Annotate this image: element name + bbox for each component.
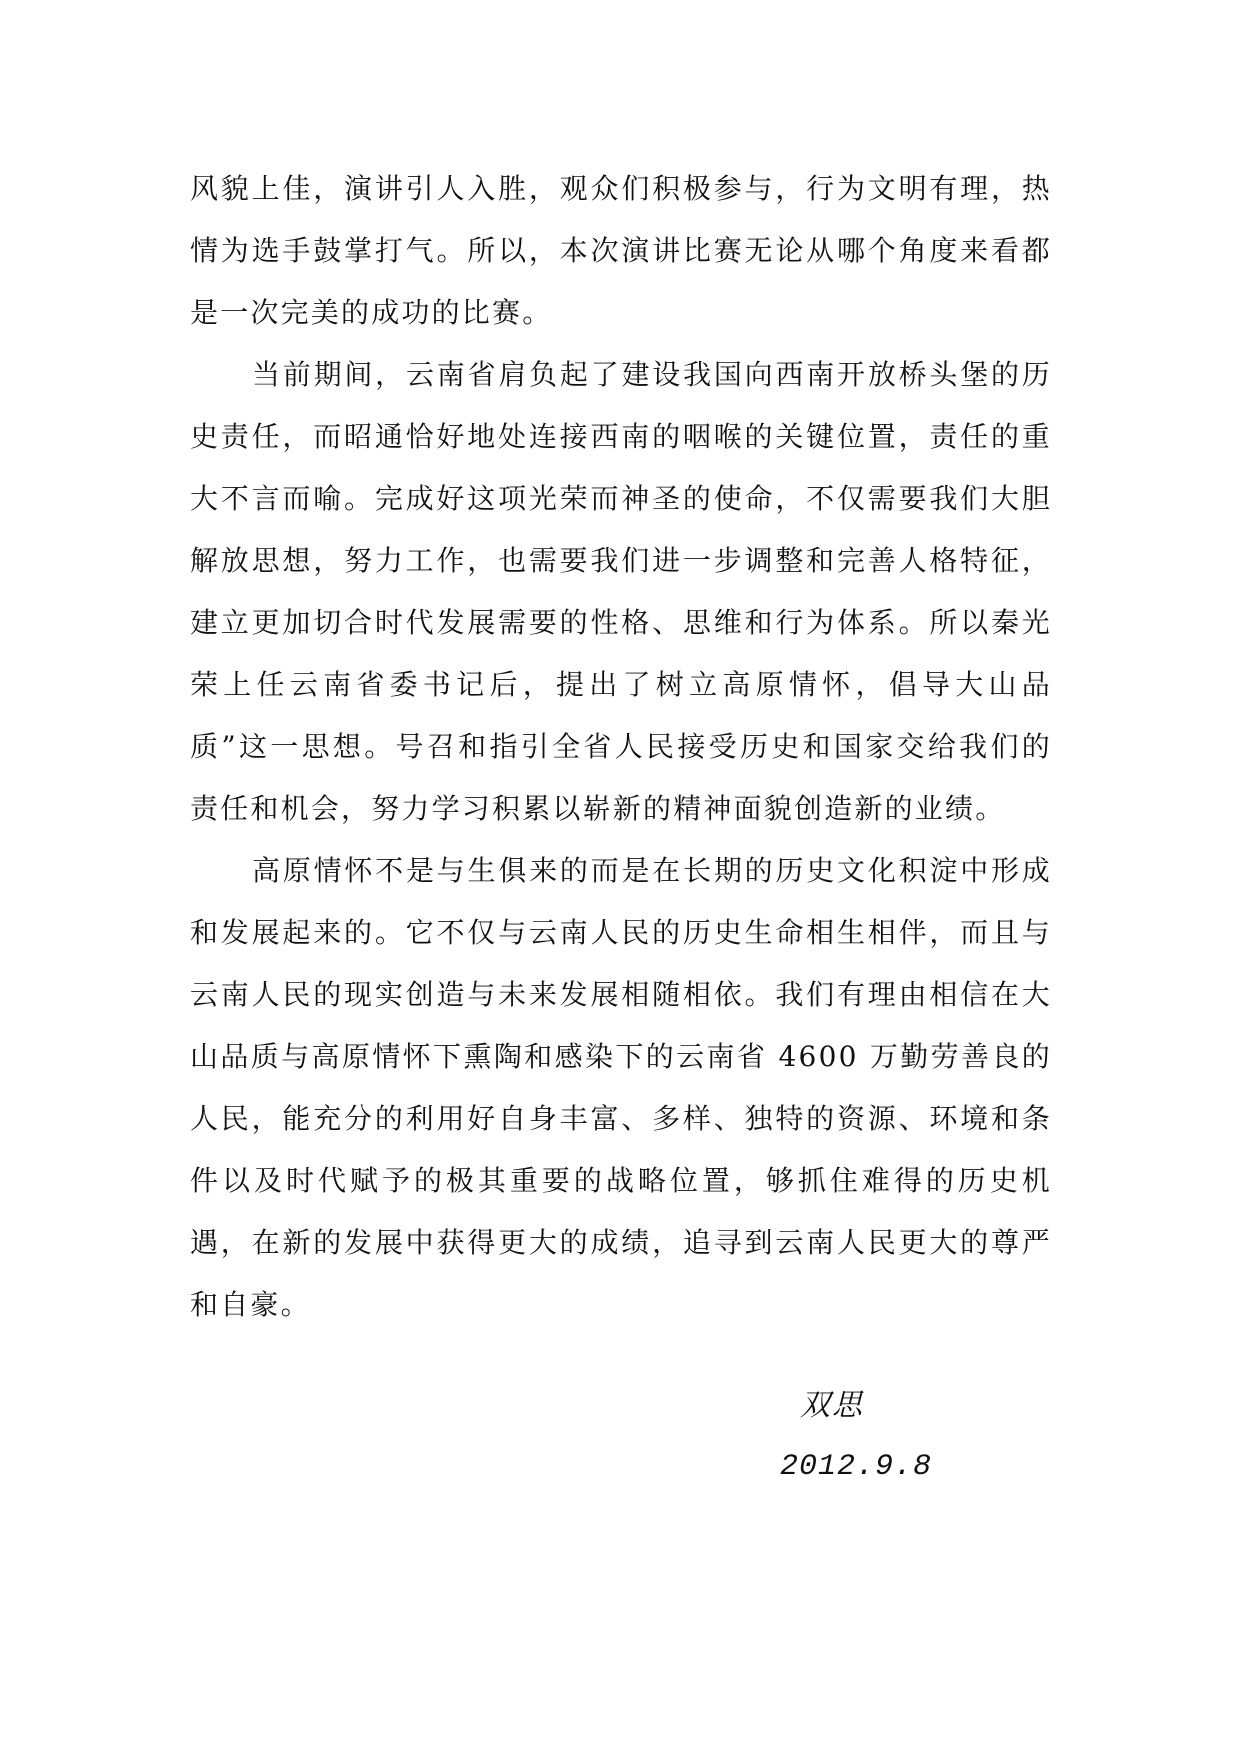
document-date: 2012.9.8	[780, 1450, 933, 1484]
document-body	[190, 158, 1052, 1336]
paragraph-continuation: 风貌上佳，演讲引人入胜，观众们积极参与，行为文明有理，热情为选手鼓掌打气。所以，本次演讲比赛无论从哪个角度来看都是一次完美的成功的比赛。	[190, 172, 1052, 329]
author-signature: 双思	[800, 1388, 864, 1423]
paragraph-plateau-spirit: 高原情怀不是与生俱来的而是在长期的历史文化积淀中形成和发展起来的。它不仅与云南人民的历史生命相生相伴，而且与云南人民的现实创造与未来发展相随相依。我们有理由相信在大山品质与高原情怀下熏陶和感染下的云南省 4600 万勤劳善良的人民，能充分的利用好自身丰富、多样、独特的资源、环境和条件以及时代赋予的极其重要的战略位置，够抓住难得的历史机遇，在新的发展中获得更大的成绩，追寻到云南人民更大的尊严和自豪。	[190, 854, 1052, 1321]
paragraph-responsibility: 当前期间，云南省肩负起了建设我国向西南开放桥头堡的历史责任，而昭通恰好地处连接西南的咽喉的关键位置，责任的重大不言而喻。完成好这项光荣而神圣的使命，不仅需要我们大胆解放思想，努力工作，也需要我们进一步调整和完善人格特征，建立更加切合时代发展需要的性格、思维和行为体系。所以秦光荣上任云南省委书记后，提出了树立高原情怀，倡导大山品质”这一思想。号召和指引全省人民接受历史和国家交给我们的责任和机会，努力学习积累以崭新的精神面貌创造新的业绩。	[190, 358, 1052, 825]
